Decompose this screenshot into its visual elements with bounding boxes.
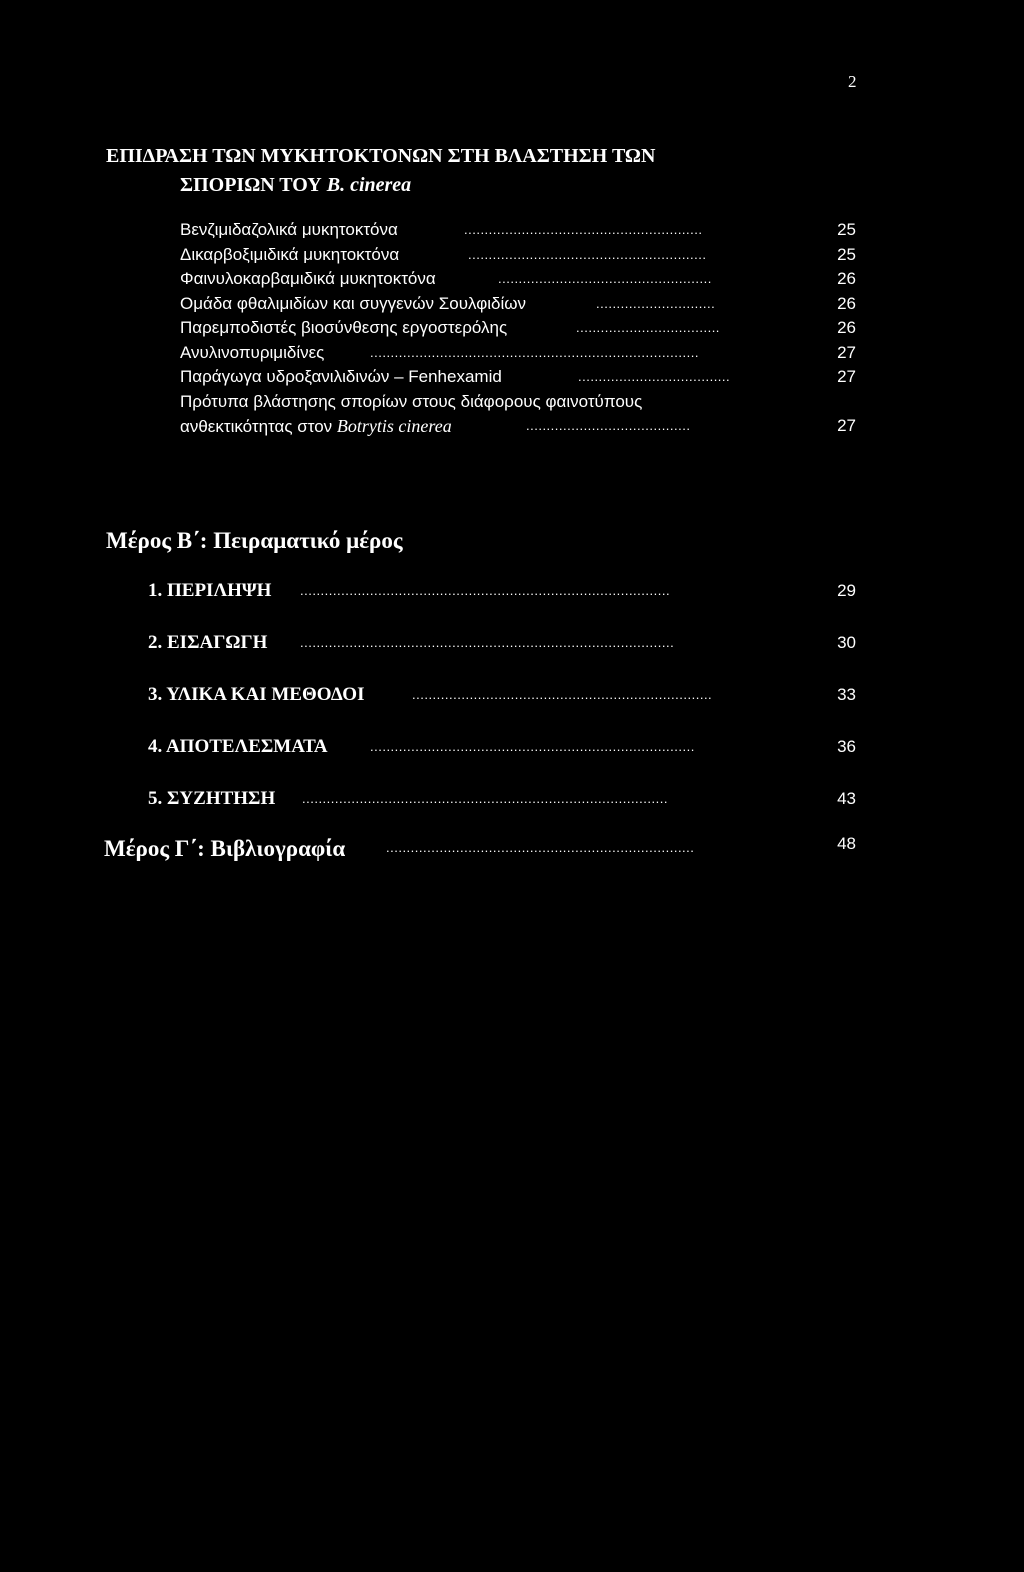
toc-subentry[interactable] (180, 341, 856, 366)
toc-subentry-page: 25 (837, 220, 856, 239)
toc-subentry-page: 27 (837, 342, 856, 362)
toc-main-entry[interactable] (148, 734, 856, 786)
toc-leader-dots: ..................................... (578, 369, 731, 384)
section-heading-species: B. cinerea (326, 174, 412, 196)
toc-main-entry[interactable] (148, 630, 856, 682)
toc-main-entries (148, 578, 856, 838)
toc-main-entry-label: 5. ΣΥΖΗΤΗΣΗ (148, 788, 276, 809)
toc-subentry-page: 26 (837, 269, 856, 288)
toc-main-entry-page: 36 (837, 737, 856, 756)
toc-leader-dots: .......................................................................................... (300, 583, 671, 598)
toc-main-entry-label: 1. ΠΕΡΙΛΗΨΗ (148, 580, 272, 601)
toc-leader-dots: .................................................... (498, 271, 712, 286)
toc-subentry-page: 25 (837, 244, 856, 264)
toc-subentry-label: Παράγωγα υδροξανιλιδινών – Fenhexamid (180, 367, 502, 386)
toc-main-entry-label: 4. ΑΠΟΤΕΛΕΣΜΑΤΑ (148, 736, 328, 757)
toc-subentry-label-species: Botrytis cinerea (336, 416, 452, 436)
toc-subentry-label: Ανυλινοπυριμιδίνες (180, 342, 325, 362)
toc-main-entry-page: 43 (837, 789, 856, 808)
toc-subentry[interactable] (180, 414, 856, 439)
section-heading-line2-prefix: ΣΠΟΡΙΩΝ ΤΟΥ (180, 174, 327, 196)
toc-leader-dots: ................................... (576, 320, 720, 335)
toc-leader-dots: ......................................................................................... (302, 791, 668, 806)
toc-leader-dots: ......................................................................... (412, 687, 713, 702)
toc-subentry[interactable] (180, 365, 856, 390)
part-c-page: 48 (837, 834, 856, 853)
toc-leader-dots: ............................. (596, 295, 716, 311)
toc-subentry-page: 27 (837, 416, 856, 435)
toc-main-entry-page: 33 (837, 685, 856, 704)
section-heading-line2 (106, 171, 655, 200)
toc-subentry-label (180, 414, 452, 440)
toc-leader-dots: ........................................ (526, 418, 691, 433)
toc-leader-dots: ............................................................................... (370, 739, 695, 754)
toc-subentry[interactable] (180, 292, 856, 317)
toc-leader-dots: ................................................................................ (370, 344, 699, 360)
toc-main-entry-page: 29 (837, 581, 856, 600)
toc-subentry-label-prefix: ανθεκτικότητας στον (180, 417, 337, 436)
toc-subentry[interactable] (180, 267, 856, 292)
toc-subentry-label: Βενζιμιδαζολικά μυκητοκτόνα (180, 220, 398, 239)
toc-subentry-page: 26 (837, 293, 856, 313)
toc-subentry[interactable] (180, 390, 856, 415)
toc-main-entry[interactable] (148, 578, 856, 630)
toc-leader-dots: ........................................................................................... (300, 635, 675, 650)
toc-subentry[interactable] (180, 218, 856, 243)
part-c-label: Μέρος Γ΄: Βιβλιογραφία (104, 836, 346, 861)
toc-leader-dots: .......................................................... (464, 222, 703, 237)
toc-subentry-label: Δικαρβοξιμιδικά μυκητοκτόνα (180, 244, 400, 264)
toc-subentry-label: Πρότυπα βλάστησης σπορίων στους διάφορους φαινοτύπους (180, 391, 643, 411)
toc-subentry-label: Παρεμποδιστές βιοσύνθεσης εργοστερόλης (180, 318, 508, 337)
toc-main-entry-page: 30 (837, 633, 856, 652)
toc-subentry-page: 26 (837, 318, 856, 337)
toc-subentries (180, 218, 856, 439)
toc-subentry[interactable] (180, 243, 856, 268)
toc-subentry-label: Φαινυλοκαρβαμιδικά μυκητοκτόνα (180, 269, 436, 288)
section-heading-line1: ΕΠΙΔΡΑΣΗ ΤΩΝ ΜΥΚΗΤΟΚΤΟΝΩΝ ΣΤΗ ΒΛΑΣΤΗΣΗ ΤΩΝ (106, 145, 656, 167)
section-heading (106, 142, 655, 200)
page-number: 2 (848, 72, 857, 91)
toc-subentry-label: Ομάδα φθαλιμιδίων και συγγενών Σουλφιδίων (180, 293, 527, 313)
toc-subentry-page: 27 (837, 367, 856, 386)
toc-main-entry[interactable] (148, 786, 856, 838)
part-b-heading: Μέρος Β΄: Πειραματικό μέρος (106, 528, 403, 553)
part-c-bibliography[interactable] (104, 836, 856, 866)
toc-main-entry-label: 2. ΕΙΣΑΓΩΓΗ (148, 632, 268, 653)
toc-main-entry-label: 3. ΥΛΙΚΑ ΚΑΙ ΜΕΘΟΔΟΙ (148, 684, 365, 705)
toc-main-entry[interactable] (148, 682, 856, 734)
toc-leader-dots: ........................................................................... (386, 840, 695, 855)
toc-leader-dots: .......................................................... (468, 246, 707, 262)
toc-subentry[interactable] (180, 316, 856, 341)
